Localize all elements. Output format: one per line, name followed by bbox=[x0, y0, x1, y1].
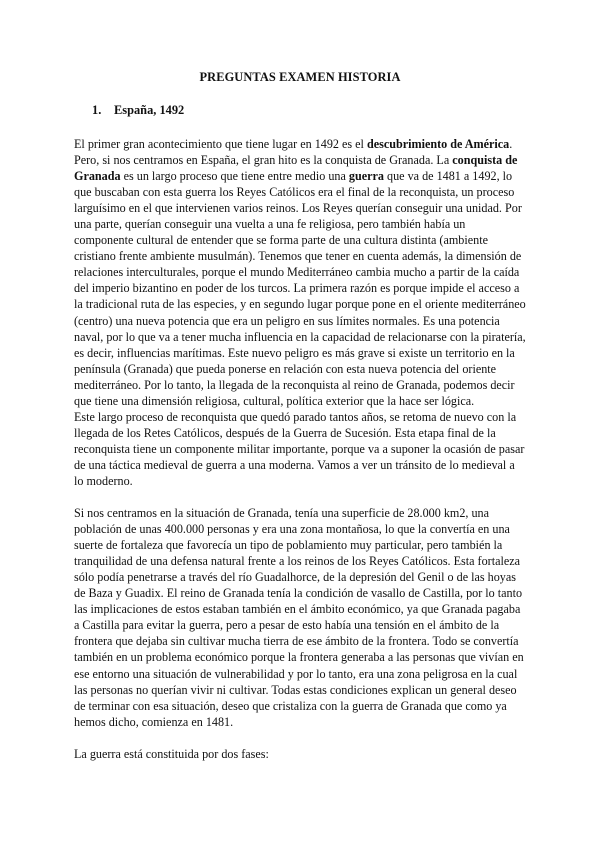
paragraph-1-text-d: que va de 1481 a 1492, lo que buscaban con esta guerra los Reyes Católicos era el final de la reconquista, un proceso larguísimo en el que intervienen varios reinos. Los Reyes querían conseguir una unidad. Por una parte, querían conseguir una vuelta a una fe religiosa, pero también había un componente cultural de entender que se forma parte de una cultura distinta (ambiente cristiano frente ambiente musulmán). Tenemos que tener en cuenta además, la dimensión de relaciones interculturales, porque el mundo Mediterráneo cambia mucho a partir de la caída del imperio bizantino en poder de los turcos. La primera razón es porque impide el acceso a la tradicional ruta de las especies, y en segundo lugar porque pone en el oriente mediterráneo (centro) una nueva potencia que era un peligro en sus límites normales. Es una potencia naval, por lo que va a tener mucha influencia en la capacidad de relacionarse con la piratería, es decir, influencias marítimas. Este nuevo peligro es más grave si existe un territorio en la península (Granada) que pueda ponerse en relación con esta nueva potencia del oriente mediterráneo. Por lo tanto, la llegada de la reconquista al reino de Granada, podemos decir que tiene una dimensión religiosa, cultural, política exterior que la hace ser lógica. bbox=[74, 169, 526, 408]
document-title: PREGUNTAS EXAMEN HISTORIA bbox=[199, 70, 401, 84]
bold-guerra: guerra bbox=[348, 169, 384, 184]
paragraph-4: La guerra está constituida por dos fases: bbox=[74, 746, 269, 761]
paragraph-3: Si nos centramos en la situación de Granada, tenía una superficie de 28.000 km2, una población de unas 400.000 personas y era una zona montañosa, lo que la convertía en una suerte de fortaleza que favorecía un tipo de poblamiento muy particular, pero también la tranquilidad de una defensa natural frente a los reinos de los Reyes Católicos. Esta fortaleza sólo podía penetrarse a través del río Guadalhorce, de la depresión del Genil o de las hoyas de Baza y Guadix. El reino de Granada tenía la condición de vasallo de Castilla, por lo tanto las implicaciones de estos estaban también en el ámbito económico, ya que Granada pagaba a Castilla para evitar la guerra, pero a pesar de esto había una tensión en el ámbito de la frontera que dejaba sin cultivar mucha tierra de ese ámbito de la frontera. Todo se convertía también en un problema económico porque la frontera generaba a las personas que vivían en ese entorno una situación de vulnerabilidad y por lo tanto, era una zona peligrosa en la cual las personas no querían vivir ni cultivar. Todas estas condiciones explican un general deseo de terminar con esa situación, deseo que cristaliza con la guerra de Granada que como ya hemos dicho, comienza en 1481. bbox=[74, 506, 524, 729]
paragraph-1-text-c: es un largo proceso que tiene entre medio una bbox=[120, 169, 349, 184]
paragraph-spacer bbox=[74, 730, 526, 746]
section-title: España, 1492 bbox=[114, 103, 185, 117]
paragraph-1 bbox=[74, 136, 526, 409]
paragraph-2: Este largo proceso de reconquista que quedó parado tantos años, se retoma de nuevo con la llegada de los Retes Católicos, después de la Guerra de Sucesión. Esta etapa final de la reconquista tiene un componente militar importante, porque va a suponer la ocasión de pasar de una táctica medieval de guerra a una moderna. Vamos a ver un tránsito de lo medieval a lo moderno. bbox=[74, 409, 525, 488]
paragraph-1-text-a: El primer gran acontecimiento que tiene lugar en 1492 es el bbox=[74, 137, 367, 151]
bold-conquista: conquista de Granada bbox=[74, 153, 518, 184]
paragraph-1-text-b: . Pero, si nos centramos en España, el gran hito es la conquista de Granada. La bbox=[74, 137, 513, 168]
section-heading bbox=[92, 103, 526, 118]
paragraph-spacer bbox=[74, 489, 526, 505]
section-number: 1. bbox=[92, 103, 102, 117]
bold-descubrimiento: descubrimiento de América bbox=[366, 137, 510, 151]
